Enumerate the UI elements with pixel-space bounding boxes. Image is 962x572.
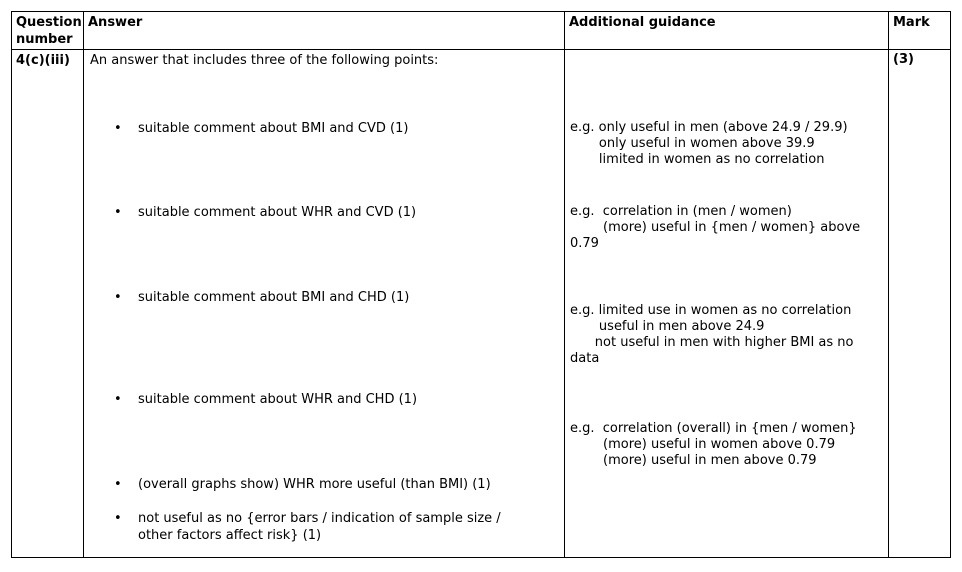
guidance-line: data (570, 351, 600, 366)
guidance-line: (more) useful in women above 0.79 (570, 437, 836, 452)
guidance-line: e.g. correlation (overall) in {men / women} (570, 421, 857, 436)
guidance-block (570, 303, 888, 367)
guidance-line: not useful in men with higher BMI as no (570, 335, 854, 350)
header-mark: Mark (889, 12, 951, 50)
guidance-line: only useful in women above 39.9 (570, 136, 815, 151)
header-answer: Answer (84, 12, 565, 50)
guidance-block (570, 204, 888, 252)
guidance-cell (565, 50, 889, 558)
table-row (12, 50, 951, 558)
bullet-text: suitable comment about WHR and CHD (1) (138, 392, 418, 407)
list-item (114, 204, 554, 221)
bullet-text: suitable comment about BMI and CHD (1) (138, 290, 410, 305)
header-question-number: Question number (12, 12, 84, 50)
answer-intro: An answer that includes three of the following points: (90, 53, 439, 68)
list-item (114, 510, 534, 544)
bullet-text: not useful as no {error bars / indication of sample size / other factors affect risk} (1) (138, 511, 501, 543)
list-item (114, 391, 554, 408)
guidance-line: e.g. limited use in women as no correlation (570, 303, 852, 318)
guidance-line: (more) useful in {men / women} above (570, 220, 861, 235)
bullet-text: suitable comment about WHR and CVD (1) (138, 205, 417, 220)
bullet-icon: • (114, 290, 122, 305)
guidance-line: useful in men above 24.9 (570, 319, 765, 334)
bullet-icon: • (114, 121, 122, 136)
bullet-icon: • (114, 511, 122, 526)
guidance-block (570, 421, 888, 469)
guidance-line: e.g. only useful in men (above 24.9 / 29.9) (570, 120, 848, 135)
guidance-line: 0.79 (570, 236, 599, 251)
bullet-text: suitable comment about BMI and CVD (1) (138, 121, 409, 136)
list-item (114, 289, 554, 306)
bullet-text: (overall graphs show) WHR more useful (than BMI) (1) (138, 477, 491, 492)
guidance-line: (more) useful in men above 0.79 (570, 453, 817, 468)
answer-cell (84, 50, 565, 558)
list-item (114, 476, 554, 493)
guidance-line: e.g. correlation in (men / women) (570, 204, 792, 219)
question-number: 4(c)(iii) (12, 50, 84, 558)
mark-value: (3) (889, 50, 951, 558)
bullet-icon: • (114, 205, 122, 220)
mark-scheme-table (11, 11, 951, 558)
header-row (12, 12, 951, 50)
guidance-line: limited in women as no correlation (570, 152, 825, 167)
bullet-icon: • (114, 477, 122, 492)
bullet-icon: • (114, 392, 122, 407)
list-item (114, 120, 554, 137)
guidance-block (570, 120, 888, 168)
header-guidance: Additional guidance (565, 12, 889, 50)
